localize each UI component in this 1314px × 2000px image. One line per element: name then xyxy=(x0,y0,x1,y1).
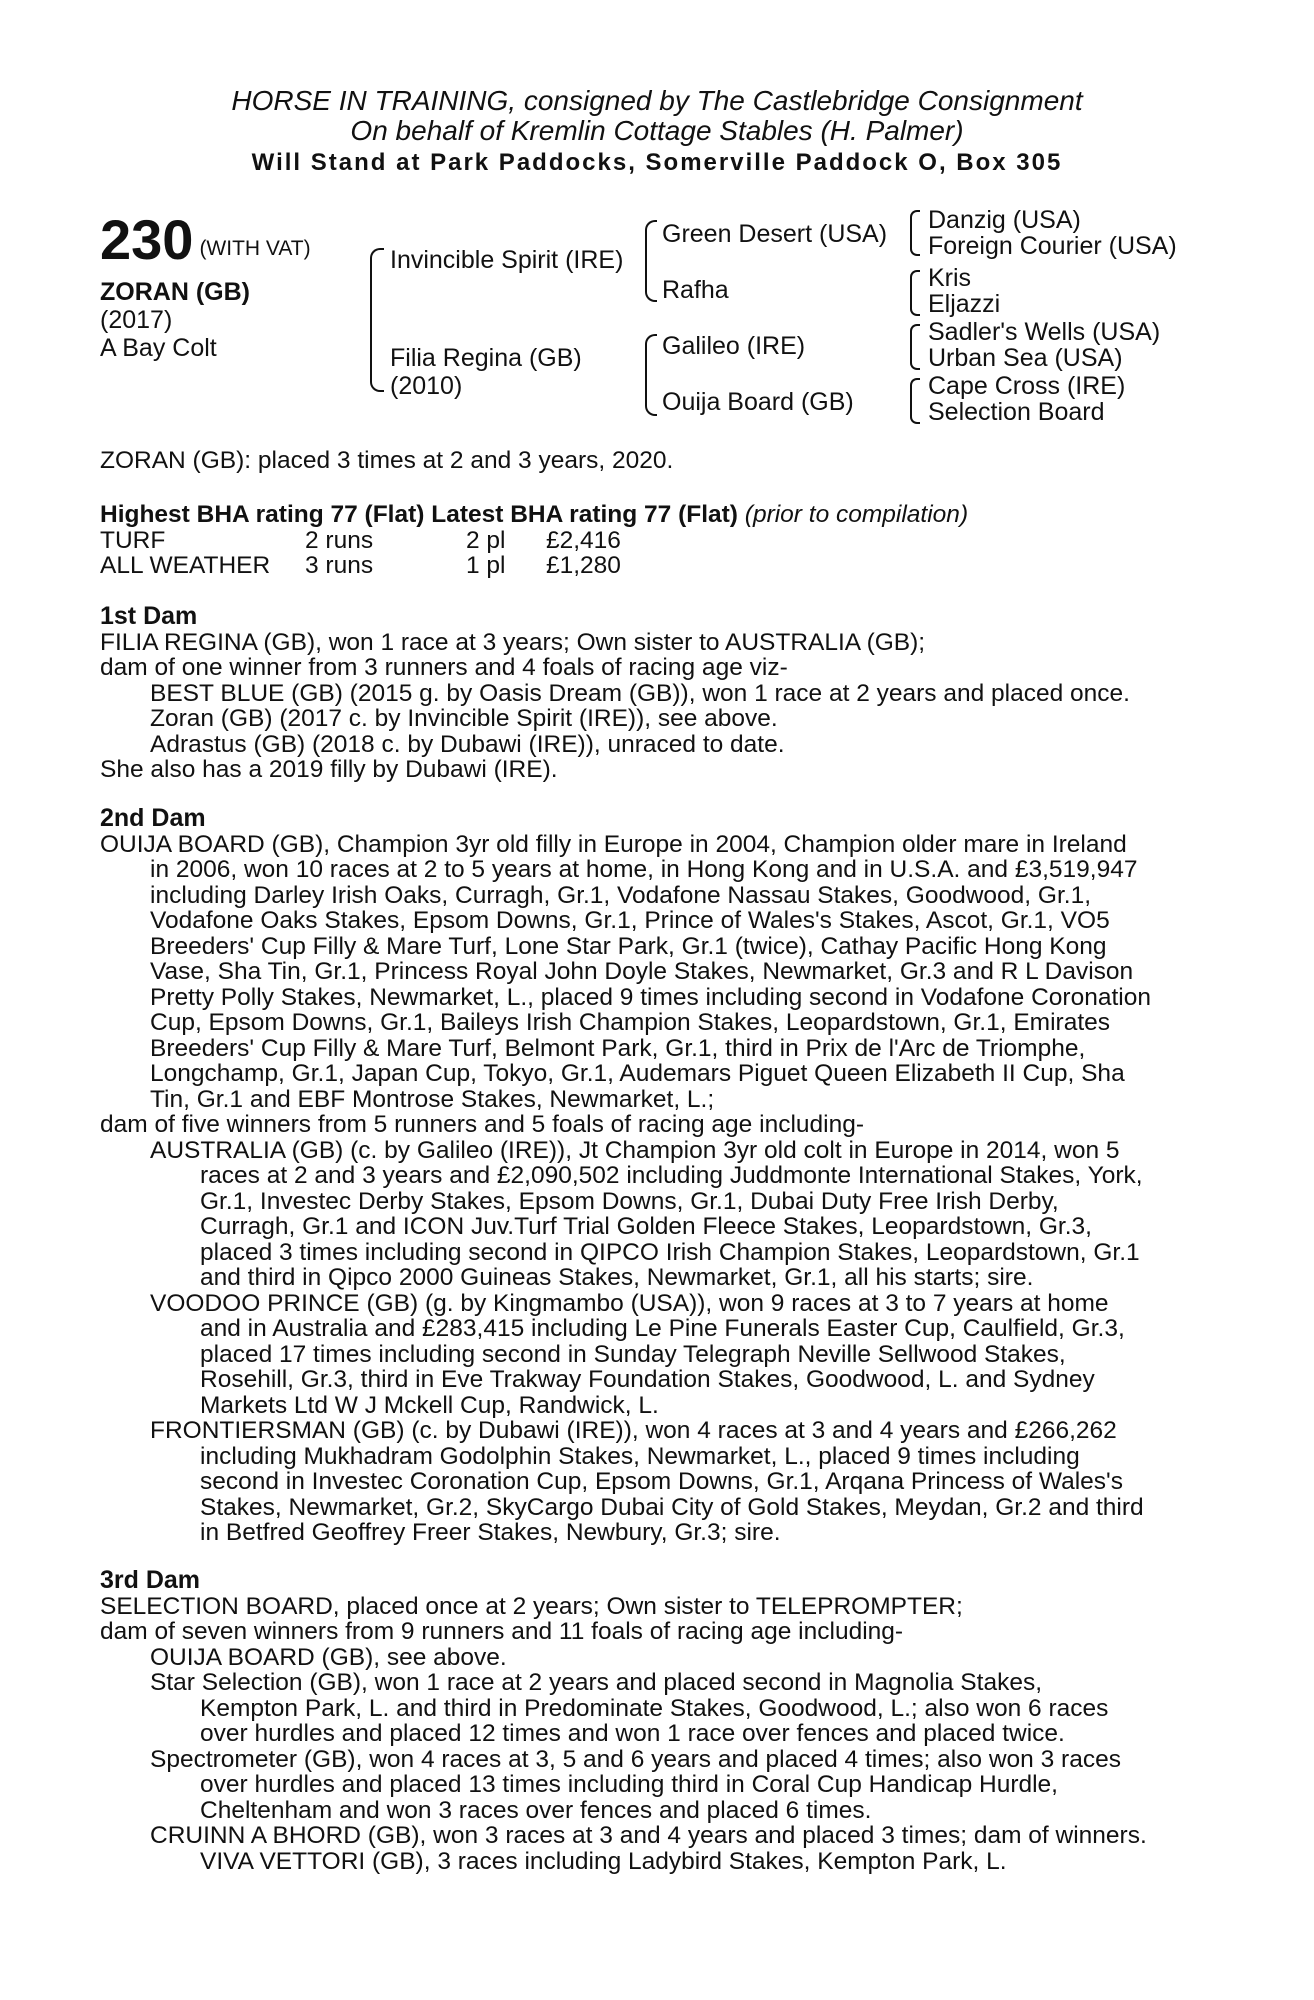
section-heading: 2nd Dam xyxy=(100,804,206,832)
pedigree-sire: Invincible Spirit (IRE) xyxy=(390,246,624,274)
vat-label: (WITH VAT) xyxy=(199,237,311,260)
pedigree-dss: Sadler's Wells (USA) xyxy=(928,318,1161,346)
pedigree-dam-sire: Galileo (IRE) xyxy=(662,332,806,360)
first-dam-section xyxy=(100,604,1200,783)
lot-number: 230 xyxy=(100,208,194,271)
pedigree-dam-dam: Ouija Board (GB) xyxy=(662,388,854,416)
dam-line: BEST BLUE (GB) (2015 g. by Oasis Dream (GB)), won 1 race at 2 years and placed once. xyxy=(150,679,1130,707)
pedigree-ssd: Foreign Courier (USA) xyxy=(928,232,1177,260)
pedigree-sire-dam: Rafha xyxy=(662,276,729,304)
second-dam-section: 2nd Dam OUIJA BOARD (GB), Champion 3yr old filly in Europe in 2004, Champion older mare in Ireland in 2006, won 10 races at 2 to 5 years at home, in Hong Kong and in U.S.A. and £3,519,947 including Darley Irish Oaks, Curragh, Gr.1, Vodafone Nassau Stakes, Goodwood, Gr.1, Vodafone Oaks Stakes, Epsom Downs, Gr.1, Prince of Wales's Stakes, Ascot, Gr.1, VO5 Breeders' Cup Filly & Mare Turf, Lone Star Park, Gr.1 (twice), Cathay Pacific Hong Kong Vase, Sha Tin, Gr.1, Princess Royal John Doyle Stakes, Newmarket, Gr.3 and R L Davison Pretty Polly Stakes, Newmarket, L., placed 9 times including second in Vodafone Coronation Cup, Epsom Downs, Gr.1, Baileys Irish Champion Stakes, Leopardstown, Gr.1, Emirates Breeders' Cup Filly & Mare Turf, Belmont Park, Gr.1, third in Prix de l'Arc de Triomphe, Longchamp, Gr.1, Japan Cup, Tokyo, Gr.1, Audemars Piguet Queen Elizabeth II Cup, Sha Tin, Gr.1 and EBF Montrose Stakes, Newmarket, L.; dam of five winners from 5 runners and 5 foals of racing age including- AUSTRALIA (GB) (c. by Galileo (IRE)), Jt Champion 3yr old colt in Europe in 2014, won 5 races at 2 and 3 years and £2,090,502 including Juddmonte International Stakes, York, Gr.1, Investec Derby Stakes, Epsom Downs, Gr.1, Dubai Duty Free Irish Derby, Curragh, Gr.1 and ICON Juv.Turf Trial Golden Fleece Stakes, Leopardstown, Gr.3, placed 3 times including second in QIPCO Irish Champion Stakes, Leopardstown, Gr.1 and third in Qipco 2000 Guineas Stakes, Newmarket, Gr.1, all his starts; sire. VOODOO PRINCE (GB) (g. by Kingmambo (USA)), won 9 races at 3 to 7 years at home and in Australia and £283,415 including Le Pine Funerals Easter Cup, Caulfield, Gr.3, placed 17 times including second in Sunday Telegraph Neville Sellwood Stakes, Rosehill, Gr.3, third in Eve Trakway Foundation Stakes, Goodwood, L. and Sydney Markets Ltd W J Mckell Cup, Randwick, L. FRONTIERSMAN (GB) (c. by Dubawi (IRE)), won 4 races at 3 and 4 years and £266,262 including Mukhadram Godolphin Stakes, Newmarket, L., placed 9 times including second in Investec Coronation Cup, Epsom Downs, Gr.1, Arqana Princess of Wales's Stakes, Newmarket, Gr.2, SkyCargo Dubai City of Gold Stakes, Meydan, Gr.2 and third in Betfred Geoffrey Freer Stakes, Newbury, Gr.3; sire. xyxy=(100,806,1200,1546)
pedigree-dsd: Urban Sea (USA) xyxy=(928,344,1123,372)
record-row: ALL WEATHER 3 runs 1 pl £1,280 xyxy=(100,552,621,579)
horse-name: ZORAN (GB) xyxy=(100,278,250,306)
dam-line: dam of one winner from 3 runners and 4 foals of racing age viz- xyxy=(100,654,788,681)
consignor-line: HORSE IN TRAINING, consigned by The Castlebridge Consignment xyxy=(231,85,1083,116)
pedigree-brace xyxy=(910,210,920,256)
behalf-line: On behalf of Kremlin Cottage Stables (H. Palmer) xyxy=(350,115,964,146)
pedigree-dam-year: (2010) xyxy=(390,372,463,400)
horse-description: A Bay Colt xyxy=(100,334,217,362)
horse-year: (2017) xyxy=(100,306,173,334)
pedigree-brace xyxy=(645,334,657,416)
stand-line: Will Stand at Park Paddocks, Somerville Paddock O, Box 305 xyxy=(251,149,1063,176)
ratings-label: Highest BHA rating 77 (Flat) Latest BHA rating 77 (Flat) xyxy=(100,501,738,528)
pedigree-brace xyxy=(910,378,920,424)
third-dam-section: 3rd Dam SELECTION BOARD, placed once at 2 years; Own sister to TELEPROMPTER; dam of seven winners from 9 runners and 11 foals of racing age including- OUIJA BOARD (GB), see above. Star Selection (GB), won 1 race at 2 years and placed second in Magnolia Stakes, Kempton Park, L. and third in Predominate Stakes, Goodwood, L.; also won 6 races over hurdles and placed 12 times and won 1 race over fences and placed twice. Spectrometer (GB), won 4 races at 3, 5 and 6 years and placed 4 times; also won 3 races over hurdles and placed 13 times including third in Coral Cup Handicap Hurdle, Cheltenham and won 3 races over fences and placed 6 times. CRUINN A BHORD (GB), won 3 races at 3 and 4 years and placed 3 times; dam of winners. VIVA VETTORI (GB), 3 races including Ladybird Stakes, Kempton Park, L. xyxy=(100,1568,1200,1874)
pedigree-brace xyxy=(910,324,920,370)
pedigree-brace xyxy=(910,270,920,316)
pedigree-dds: Cape Cross (IRE) xyxy=(928,372,1126,400)
ratings-block xyxy=(100,502,1200,579)
lot-number-block xyxy=(100,208,311,271)
pedigree-sdd: Eljazzi xyxy=(928,290,1001,318)
pedigree-sss: Danzig (USA) xyxy=(928,206,1081,234)
section-heading: 3rd Dam xyxy=(100,1566,201,1594)
pedigree-brace xyxy=(645,220,657,302)
race-summary: ZORAN (GB): placed 3 times at 2 and 3 years, 2020. xyxy=(100,447,674,474)
pedigree-brace xyxy=(370,248,384,392)
ratings-line xyxy=(100,502,1200,528)
section-heading: 1st Dam xyxy=(100,602,198,630)
dam-line: FILIA REGINA (GB), won 1 race at 3 years; Own sister to AUSTRALIA (GB); xyxy=(100,628,926,656)
pedigree-ddd: Selection Board xyxy=(928,398,1105,426)
ratings-note: (prior to compilation) xyxy=(744,501,969,528)
dam-line: Adrastus (GB) (2018 c. by Dubawi (IRE)), unraced to date. xyxy=(150,730,785,758)
dam-line: She also has a 2019 filly by Dubawi (IRE). xyxy=(100,756,558,783)
pedigree-sds: Kris xyxy=(928,264,972,292)
dam-line: Zoran (GB) (2017 c. by Invincible Spirit (IRE)), see above. xyxy=(150,705,778,732)
record-row: TURF 2 runs 2 pl £2,416 xyxy=(100,526,621,554)
pedigree-dam: Filia Regina (GB) xyxy=(390,344,582,372)
pedigree-sire-sire: Green Desert (USA) xyxy=(662,220,888,248)
